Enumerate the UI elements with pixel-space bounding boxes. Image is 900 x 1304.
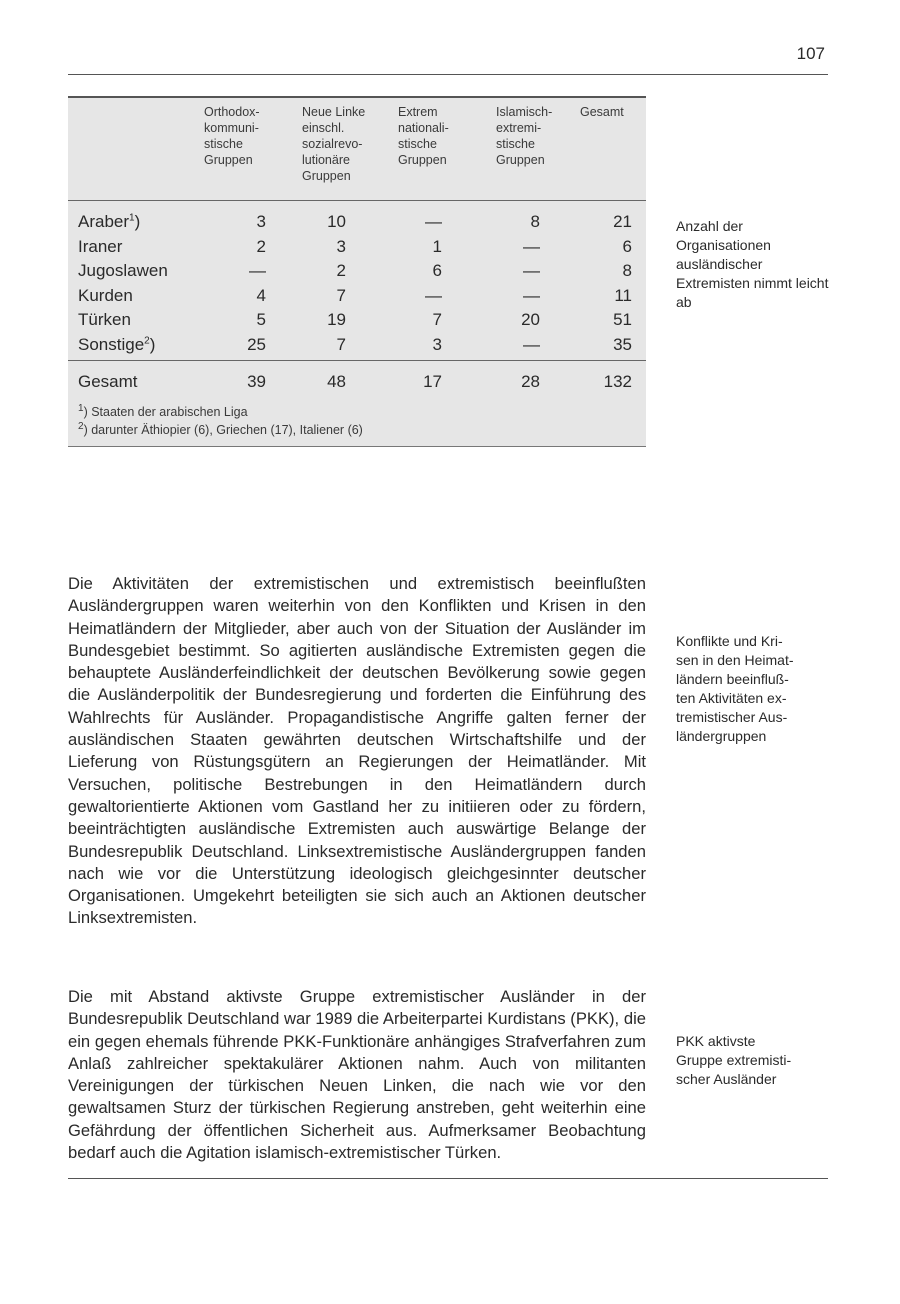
- table-row-label: Kurden: [78, 285, 133, 305]
- table-total-cell: 17: [423, 372, 442, 391]
- table-cell: 2: [256, 236, 266, 256]
- table-cell: 3: [256, 212, 266, 231]
- table-cell: 21: [613, 212, 632, 231]
- table-total-cell: 28: [521, 372, 540, 391]
- footer-rule: [68, 1178, 828, 1179]
- table-cell: —: [249, 261, 266, 280]
- table-total-divider: [68, 360, 646, 361]
- table-cell: 6: [432, 261, 442, 280]
- col-header-orthodox: Orthodox- kommuni- stische Gruppen: [204, 105, 260, 167]
- table-cell: 2: [336, 261, 346, 280]
- table-cell: 8: [530, 212, 540, 231]
- table-header-divider: [68, 200, 646, 201]
- table-cell: 35: [613, 334, 632, 354]
- table-cell: —: [523, 261, 540, 280]
- table-row-label: Iraner: [78, 236, 123, 256]
- table-cell: 1: [432, 236, 442, 256]
- table-cell: 11: [614, 285, 632, 305]
- table-cell: 20: [521, 310, 540, 329]
- table-cell: 10: [327, 212, 346, 231]
- margin-note-pkk: PKK aktivste Gruppe extremisti- scher Ausländer: [676, 1033, 792, 1087]
- table-cell: 3: [432, 334, 442, 354]
- table-row-label: Jugoslawen: [78, 261, 168, 280]
- table-cell: 7: [336, 334, 346, 354]
- page-number: 107: [796, 44, 825, 63]
- table-cell: —: [523, 334, 540, 354]
- table-cell: 8: [622, 261, 632, 280]
- margin-note-conflicts: Konflikte und Kri- sen in den Heimat- ländern beeinfluß- ten Aktivitäten ex- tremistischer Aus- ländergruppen: [676, 633, 794, 744]
- table-cell: 6: [622, 236, 632, 256]
- table-cell: 19: [327, 310, 346, 329]
- table-cell: —: [425, 212, 442, 231]
- body-paragraph-1: Die Aktivitäten der extremistischen und extremistisch beeinflußten Ausländergruppen waren weiterhin von den Konflikten und Krisen in den Heimatländern der Mitglieder, aber auch von der Situation der Ausländer im Bundesgebiet bestimmt. So agitierten ausländische Extremisten gegen die behauptete Ausländerfeindlichkeit der deutschen Bevölkerung sowie gegen die Ausländerpolitik der Bundesregierung und forderten die Einführung des Wahlrechts für Ausländer. Propagandistische Angriffe galten ferner der ausländischen Staaten gewährten deutschen Wirtschaftshilfe und der Lieferung von Rüstungsgütern an Regierungen der Heimatländer. Mit Versuchen, politische Bestrebungen in den Heimatländern durch gewaltorientierte Aktionen vom Gastland her zu initiieren oder zu fördern, beeinträchtigten ausländische Extremisten auch auswärtige Belange der Bundesrepublik Deutschland. Linksextremistische Ausländergruppen fanden nach wie vor die Unterstützung ideologisch gleichgesinnter deutscher Organisationen. Umgekehrt beteiligten sie sich auch an Aktionen deutscher Linksextremisten.: [68, 574, 646, 928]
- col-header-extrem-national: Extrem nationali- stische Gruppen: [398, 105, 449, 167]
- table-row-label: Araber$^1$): [78, 212, 141, 231]
- header-rule: [68, 74, 828, 75]
- table-total-cell: 132: [603, 372, 632, 391]
- table-cell: 7: [336, 285, 346, 305]
- table-row-label: Sonstige$^2$): [78, 334, 156, 354]
- table-total-cell: 39: [247, 372, 266, 391]
- col-header-islamisch: Islamisch- extremi- stische Gruppen: [496, 105, 553, 167]
- table-cell: 51: [613, 310, 632, 329]
- table-cell: —: [523, 236, 540, 256]
- table-cell: 4: [256, 285, 266, 305]
- table-footnote: $^1$) Staaten der arabischen Liga: [78, 402, 248, 419]
- table-cell: 7: [432, 310, 442, 329]
- table-row-label: Türken: [78, 310, 131, 329]
- body-paragraph-2: Die mit Abstand aktivste Gruppe extremistischer Ausländer in der Bundesrepublik Deutschland war 1989 die Arbeiterpartei Kurdistans (PKK), die ein gegen ehemals führende PKK-Funktionäre anhängiges Strafverfahren zum Anlaß zahlreicher spektakulärer Aktionen nahm. Auch von militanten Vereinigungen der türkischen Neuen Linken, die nach wie vor den gewaltsamen Sturz der türkischen Regierung anstreben, geht weiterhin eine Gefährdung der öffentlichen Sicherheit aus. Aufmerksamer Beobachtung bedarf auch die Agitation islamisch-extremistischer Türken.: [68, 987, 646, 1163]
- table-total-cell: 48: [327, 372, 346, 391]
- table-cell: 25: [247, 334, 266, 354]
- table-cell: —: [425, 285, 442, 305]
- table-total-label: Gesamt: [78, 372, 138, 391]
- table-cell: 5: [256, 310, 266, 329]
- table-cell: —: [523, 285, 540, 305]
- margin-note-organisations: Anzahl der Organisationen ausländischer Extremisten nimmt leicht ab: [676, 218, 829, 310]
- table-footnote: $^2$) darunter Äthiopier (6), Griechen (17), Italiener (6): [78, 420, 363, 437]
- table-cell: 3: [336, 236, 346, 256]
- col-header-gesamt: Gesamt: [580, 105, 624, 119]
- col-header-neue-linke: Neue Linke einschl. sozialrevo- lutionäre Gruppen: [302, 105, 366, 183]
